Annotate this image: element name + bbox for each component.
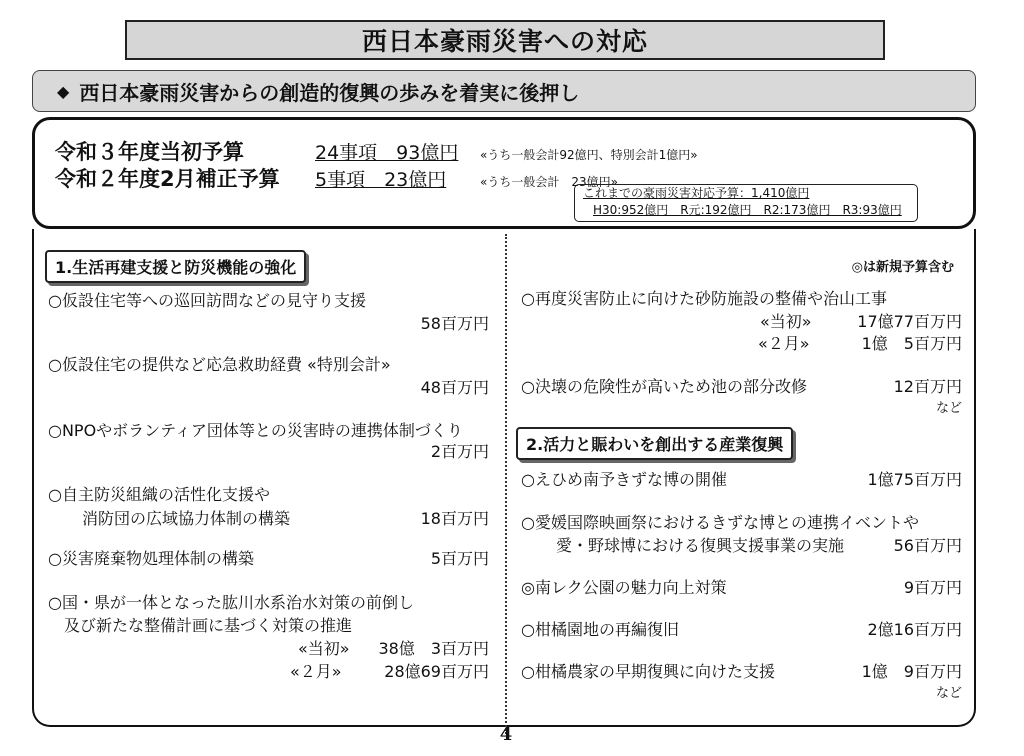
list-item-continuation: 消防団の広域協力体制の構築 (82, 509, 291, 528)
list-item: ○愛媛国際映画祭におけるきずな博との連携イベントや (521, 513, 919, 532)
list-item: ○再度災害防止に向けた砂防施設の整備や治山工事 (521, 289, 887, 308)
sub-label-initial: «当初» (298, 639, 350, 658)
list-item: ◎南レク公園の魅力向上対策 (521, 578, 727, 597)
etc-suffix: など (935, 401, 962, 416)
list-item: ○柑橘園地の再編復旧 (521, 620, 679, 639)
budget-row-r2 (55, 163, 618, 193)
item-amount: 17億77百万円 (857, 312, 962, 331)
item-amount: 1億 9百万円 (861, 662, 962, 681)
item-amount: 12百万円 (893, 377, 962, 396)
item-amount: 38億 3百万円 (378, 639, 489, 658)
section1-heading: 1.生活再建支援と防災機能の強化 (45, 250, 306, 283)
budget-r3-note: «うち一般会計92億円、特別会計1億円» (480, 148, 698, 162)
item-amount: 58百万円 (420, 314, 489, 333)
list-item-continuation: 愛・野球博における復興支援事業の実施 (556, 536, 845, 555)
etc-suffix: など (935, 686, 962, 701)
item-amount: 5百万円 (430, 549, 489, 568)
list-item: ○決壊の危険性が高いため池の部分改修 (521, 377, 807, 396)
budget-r2-note: «うち一般会計 23億円» (480, 175, 618, 189)
item-amount: 18百万円 (420, 509, 489, 528)
list-item: ○仮設住宅等への巡回訪問などの見守り支援 (48, 291, 366, 310)
item-amount: 1億75百万円 (867, 470, 962, 489)
budget-r3-label: 令和３年度当初予算 (55, 140, 244, 164)
sub-label-february: «２月» (758, 334, 810, 353)
list-item: ○自主防災組織の活性化支援や (48, 485, 270, 504)
list-item: ○国・県が一体となった肱川水系治水対策の前倒し (48, 593, 414, 612)
budget-r3-amount: 24事項 93億円 (315, 142, 459, 164)
subtitle-text: 西日本豪雨災害からの創造的復興の歩みを着実に後押し (79, 80, 580, 105)
budget-r2-label: 令和２年度2月補正予算 (55, 167, 280, 191)
list-item: ○NPOやボランティア団体等との災害時の連携体制づくり (48, 421, 463, 440)
budget-row-r3 (55, 136, 698, 166)
budget-r2-amount: 5事項 23億円 (315, 169, 447, 191)
item-amount: 56百万円 (893, 536, 962, 555)
page-number: 4 (499, 724, 513, 745)
item-amount: 2百万円 (430, 442, 489, 461)
budget-history-box (574, 184, 918, 222)
page-title: 西日本豪雨災害への対応 (125, 20, 885, 60)
list-item-continuation: 及び新たな整備計画に基づく対策の推進 (64, 616, 353, 635)
subtitle-banner (32, 70, 976, 112)
history-total: これまでの豪雨災害対応予算：1,410億円 (583, 186, 810, 200)
list-item: ○災害廃棄物処理体制の構築 (48, 549, 254, 568)
new-budget-legend: ◎は新規予算含む (851, 260, 954, 275)
item-amount: 1億 5百万円 (861, 334, 962, 353)
item-amount: 9百万円 (903, 578, 962, 597)
column-divider (505, 234, 507, 734)
list-item: ○仮設住宅の提供など応急救助経費 «特別会計» (48, 355, 391, 374)
list-item: ○柑橘農家の早期復興に向けた支援 (521, 662, 775, 681)
item-amount: 2億16百万円 (867, 620, 962, 639)
section2-heading: 2.活力と賑わいを創出する産業復興 (516, 427, 793, 460)
sub-label-february: «２月» (290, 662, 342, 681)
list-item: ○えひめ南予きずな博の開催 (521, 470, 727, 489)
item-amount: 48百万円 (420, 378, 489, 397)
item-amount: 28億69百万円 (384, 662, 489, 681)
diamond-bullet-icon: ◆ (57, 81, 70, 101)
sub-label-initial: «当初» (760, 312, 812, 331)
history-breakdown: H30:952億円 R元:192億円 R2:173億円 R3:93億円 (593, 203, 902, 217)
